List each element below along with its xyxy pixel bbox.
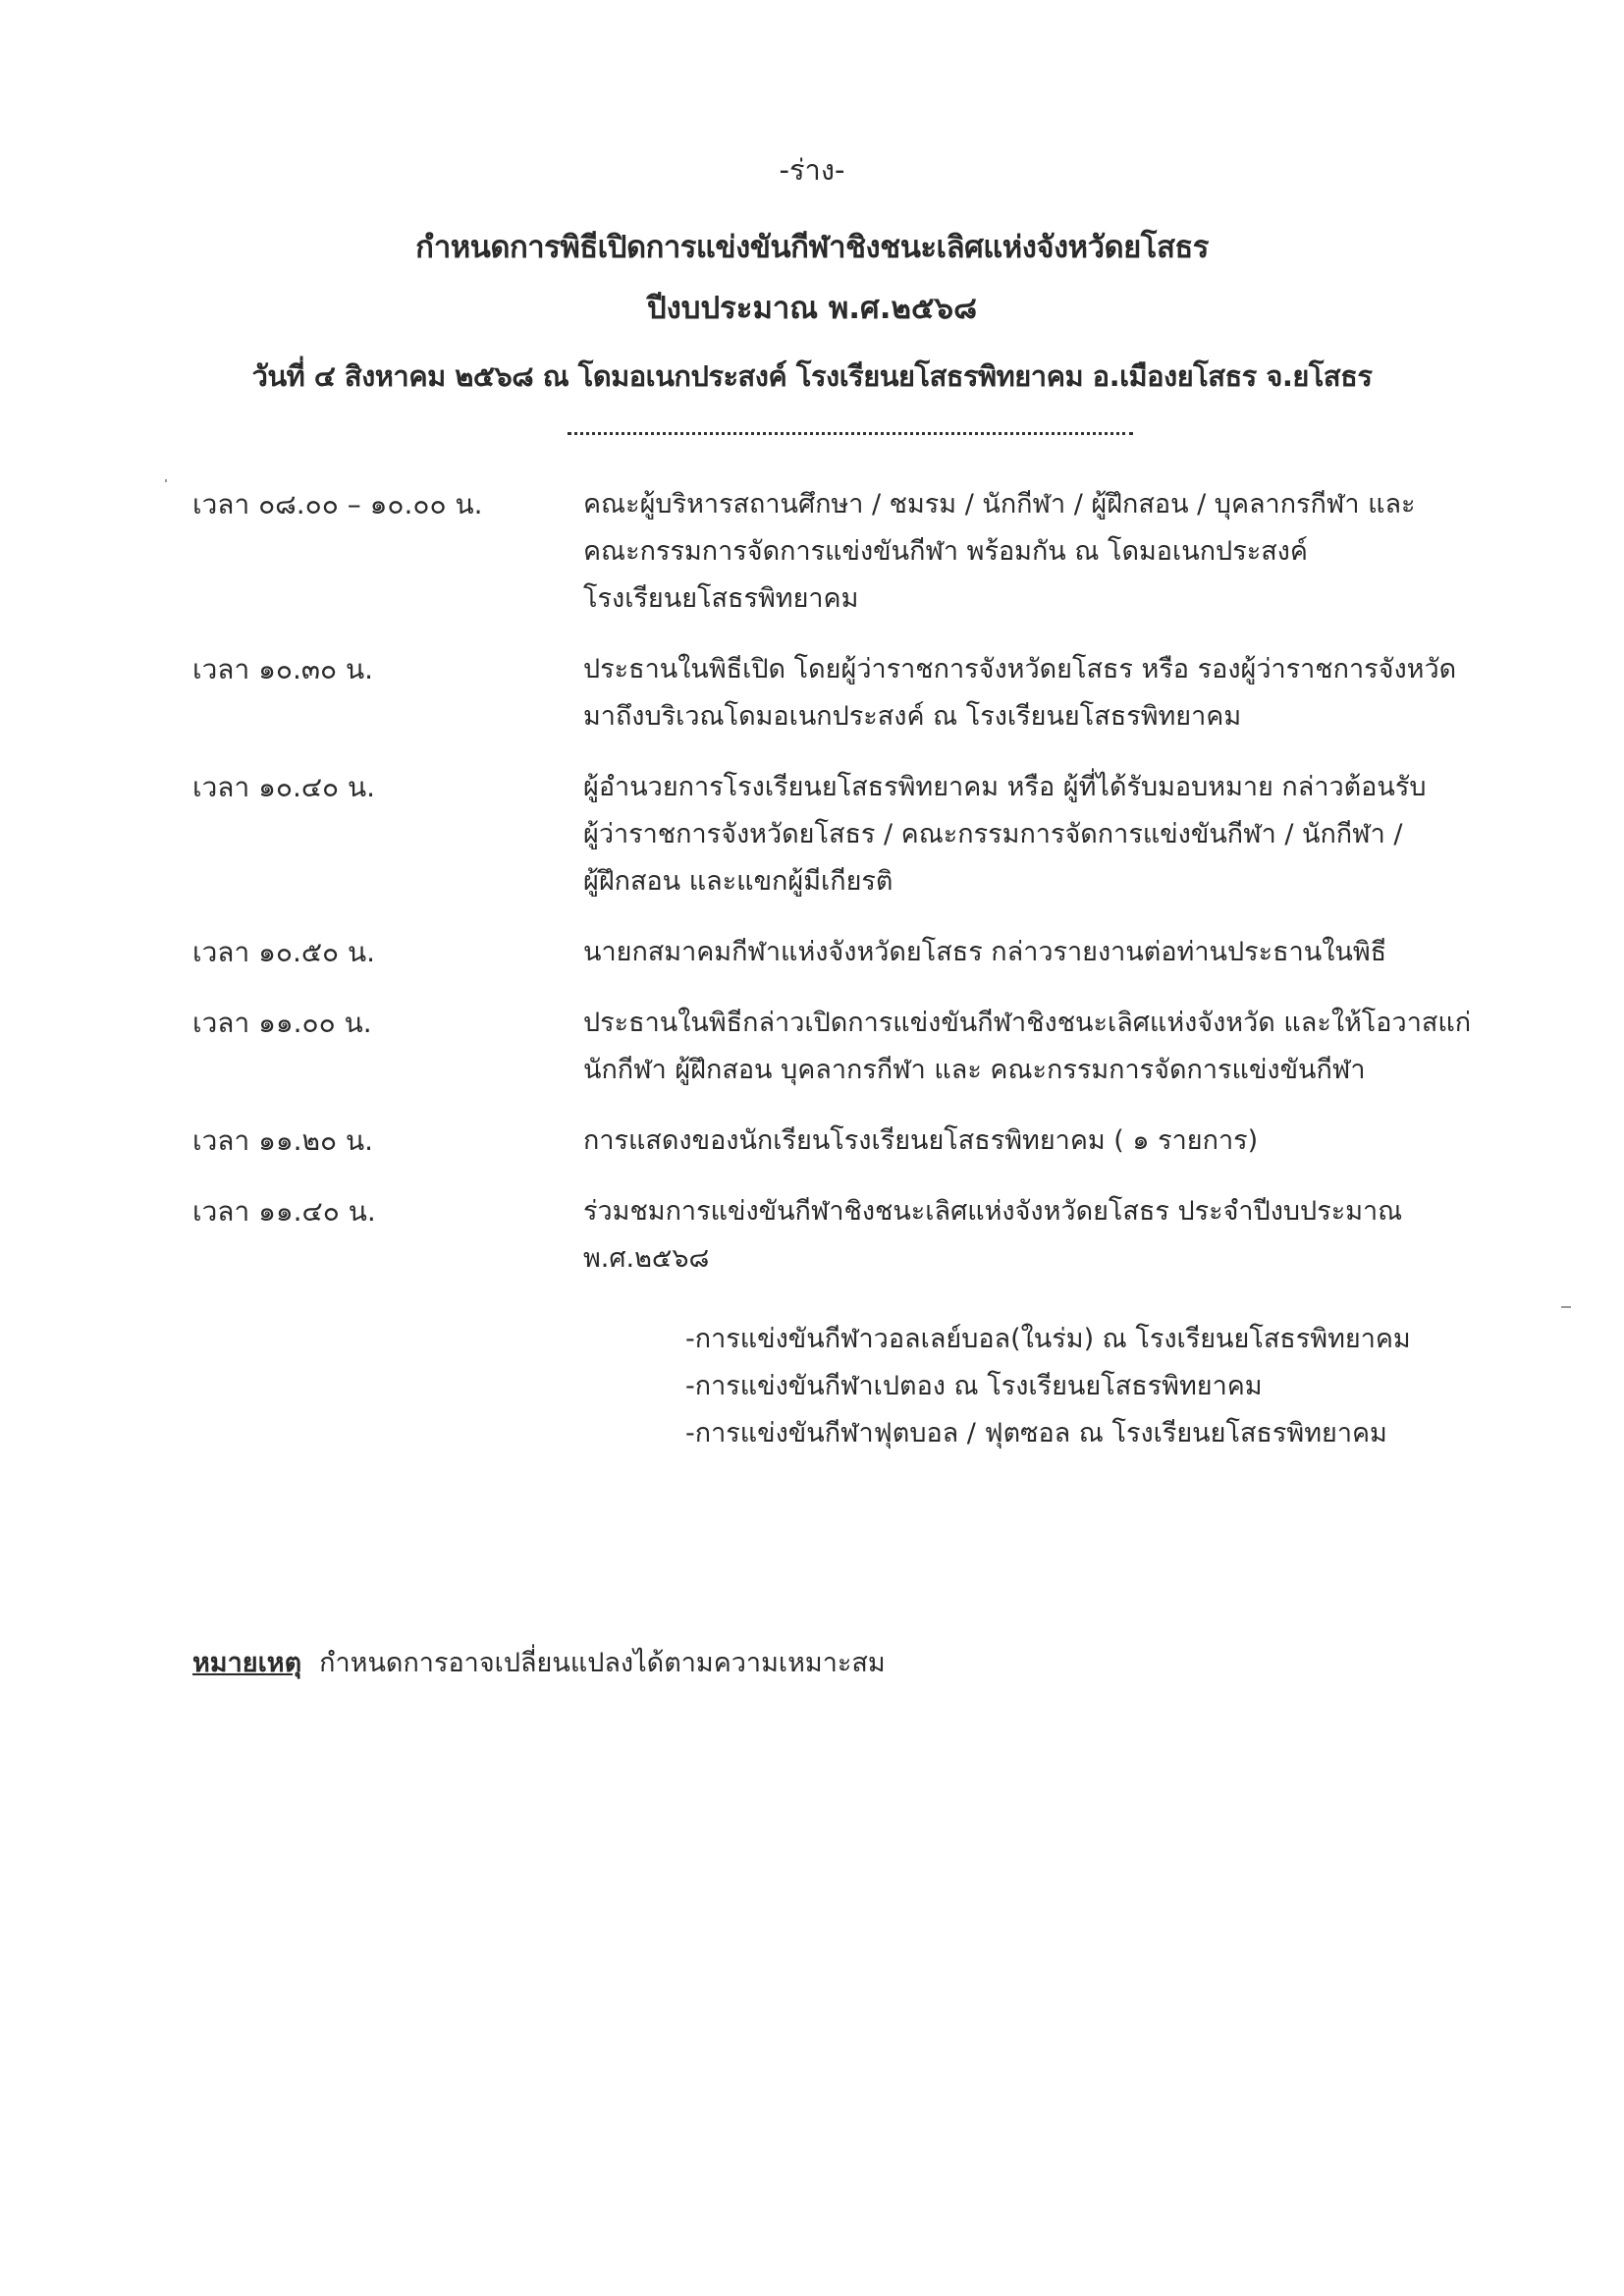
sub-event-item: -การแข่งขันกีฬาเปตอง ณ โรงเรียนยโสธรพิทยาคม — [685, 1371, 1263, 1401]
remark-label: หมายเหตุ — [192, 1648, 302, 1678]
draft-mark: -ร่าง- — [779, 153, 845, 187]
schedule-activity — [583, 764, 1575, 905]
dotted-divider — [568, 432, 1133, 435]
activity-line: มาถึงบริเวณโดมอเนกประสงค์ ณ โรงเรียนยโสธรพิทยาคม — [583, 701, 1242, 732]
activity-line: ประธานในพิธีกล่าวเปิดการแข่งขันกีฬาชิงชนะเลิศแห่งจังหวัด และให้โอวาสแก่ — [583, 1008, 1472, 1038]
activity-line: นายกสมาคมกีฬาแห่งจังหวัดยโสธร กล่าวรายงานต่อท่านประธานในพิธี — [583, 937, 1387, 967]
schedule-row — [0, 481, 1624, 623]
schedule-row — [0, 764, 1624, 905]
schedule-activity — [583, 1118, 1575, 1165]
sub-event-item: -การแข่งขันกีฬาฟุตบอล / ฟุตซอล ณ โรงเรียนยโสธรพิทยาคม — [685, 1418, 1387, 1449]
activity-line: คณะกรรมการจัดการแข่งขันกีฬา พร้อมกัน ณ โดมอเนกประสงค์ — [583, 536, 1308, 567]
schedule-time: เวลา ๑๐.๓๐ น. — [192, 653, 374, 685]
schedule-activity — [583, 1188, 1575, 1283]
fiscal-year: ปีงบประมาณ พ.ศ.๒๕๖๘ — [646, 291, 978, 326]
remark — [192, 1640, 886, 1687]
activity-line: ผู้ฝึกสอน และแขกผู้มีเกียรติ — [583, 866, 893, 897]
schedule-time: เวลา ๑๑.๔๐ น. — [192, 1195, 376, 1228]
schedule-time: เวลา ๑๑.๒๐ น. — [192, 1124, 374, 1157]
activity-line: นักกีฬา ผู้ฝึกสอน บุคลากรกีฬา และ คณะกรรมการจัดการแข่งขันกีฬา — [583, 1055, 1366, 1085]
sub-event-list — [685, 1316, 1624, 1457]
schedule-row — [0, 646, 1624, 740]
schedule-list — [0, 481, 1624, 1457]
schedule-activity — [583, 1000, 1575, 1094]
remark-text: กำหนดการอาจเปลี่ยนแปลงได้ตามความเหมาะสม — [319, 1648, 886, 1678]
schedule-time: เวลา ๑๑.๐๐ น. — [192, 1007, 372, 1039]
sub-event-item: -การแข่งขันกีฬาวอลเลย์บอล(ในร่ม) ณ โรงเรียนยโสธรพิทยาคม — [685, 1324, 1411, 1354]
schedule-row — [0, 929, 1624, 976]
schedule-time: เวลา ๑๐.๕๐ น. — [192, 936, 376, 968]
schedule-row — [0, 1188, 1624, 1283]
scan-speck — [165, 479, 167, 482]
activity-line: พ.ศ.๒๕๖๘ — [583, 1243, 710, 1274]
document-title: กำหนดการพิธีเปิดการแข่งขันกีฬาชิงชนะเลิศแห่งจังหวัดยโสธร — [415, 230, 1209, 265]
activity-line: ประธานในพิธีเปิด โดยผู้ว่าราชการจังหวัดยโสธร หรือ รองผู้ว่าราชการจังหวัด — [583, 654, 1457, 684]
schedule-row — [0, 1000, 1624, 1094]
activity-line: ผู้อำนวยการโรงเรียนยโสธรพิทยาคม หรือ ผู้ที่ได้รับมอบหมาย กล่าวต้อนรับ — [583, 772, 1427, 802]
activity-line: คณะผู้บริหารสถานศึกษา / ชมรม / นักกีฬา / ผู้ฝึกสอน / บุคลากรกีฬา และ — [583, 489, 1416, 519]
date-venue: วันที่ ๔ สิงหาคม ๒๕๖๘ ณ โดมอเนกประสงค์ โรงเรียนยโสธรพิทยาคม อ.เมืองยโสธร จ.ยโสธร — [251, 359, 1373, 393]
activity-line: การแสดงของนักเรียนโรงเรียนยโสธรพิทยาคม ( ๑ รายการ) — [583, 1125, 1259, 1156]
schedule-activity — [583, 646, 1575, 740]
schedule-activity — [583, 481, 1575, 623]
schedule-row — [0, 1118, 1624, 1165]
activity-line: ผู้ว่าราชการจังหวัดยโสธร / คณะกรรมการจัดการแข่งขันกีฬา / นักกีฬา / — [583, 819, 1403, 849]
schedule-time: เวลา ๑๐.๔๐ น. — [192, 771, 376, 803]
activity-line: โรงเรียนยโสธรพิทยาคม — [583, 583, 859, 614]
scan-speck — [1561, 1306, 1571, 1308]
schedule-time: เวลา ๐๘.๐๐ – ๑๐.๐๐ น. — [192, 488, 483, 520]
activity-line: ร่วมชมการแข่งขันกีฬาชิงชนะเลิศแห่งจังหวัดยโสธร ประจำปีงบประมาณ — [583, 1196, 1403, 1227]
schedule-activity — [583, 929, 1575, 976]
